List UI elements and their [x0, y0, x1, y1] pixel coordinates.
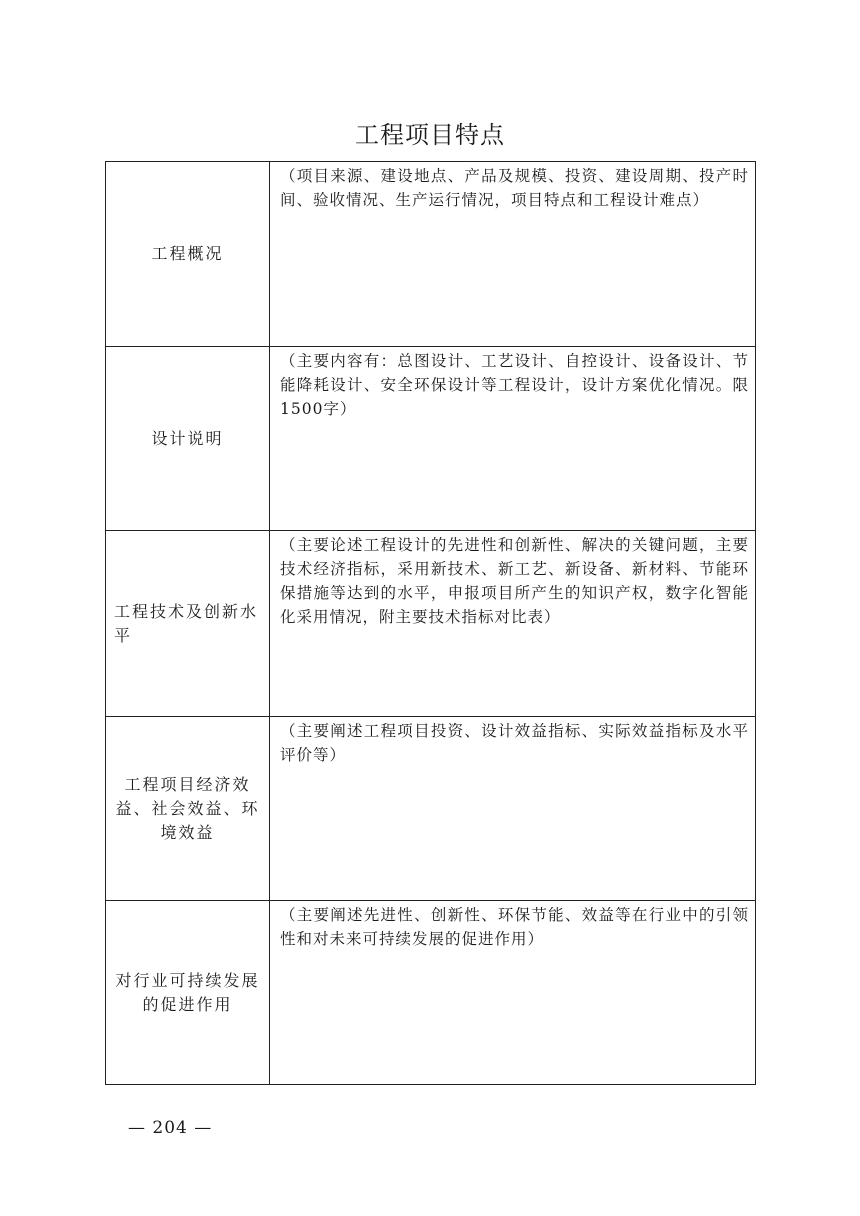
table-row: [106, 531, 756, 717]
row-label: 设计说明: [106, 347, 270, 531]
row-label: 对行业可持续发展的促进作用: [106, 901, 270, 1085]
row-label: 工程技术及创新水平: [106, 531, 270, 717]
project-features-table: [105, 161, 756, 1085]
row-description: （主要内容有：总图设计、工艺设计、自控设计、设备设计、节能降耗设计、安全环保设计等工程设计，设计方案优化情况。限1500字）: [270, 347, 756, 531]
row-label: 工程概况: [106, 162, 270, 347]
row-description: （主要阐述先进性、创新性、环保节能、效益等在行业中的引领性和对未来可持续发展的促进作用）: [270, 901, 756, 1085]
table-row: [106, 901, 756, 1085]
page-title: 工程项目特点: [355, 121, 505, 149]
row-description: （项目来源、建设地点、产品及规模、投资、建设周期、投产时间、验收情况、生产运行情况，项目特点和工程设计难点）: [270, 162, 756, 347]
table-row: [106, 717, 756, 901]
row-description: （主要阐述工程项目投资、设计效益指标、实际效益指标及水平评价等）: [270, 717, 756, 901]
row-description: （主要论述工程设计的先进性和创新性、解决的关键问题，主要技术经济指标，采用新技术、新工艺、新设备、新材料、节能环保措施等达到的水平，申报项目所产生的知识产权，数字化智能化采用情况，附主要技术指标对比表）: [270, 531, 756, 717]
page-number: — 204 —: [128, 1118, 213, 1138]
row-label: 工程项目经济效益、社会效益、环境效益: [106, 717, 270, 901]
table-row: [106, 162, 756, 347]
table-row: [106, 347, 756, 531]
